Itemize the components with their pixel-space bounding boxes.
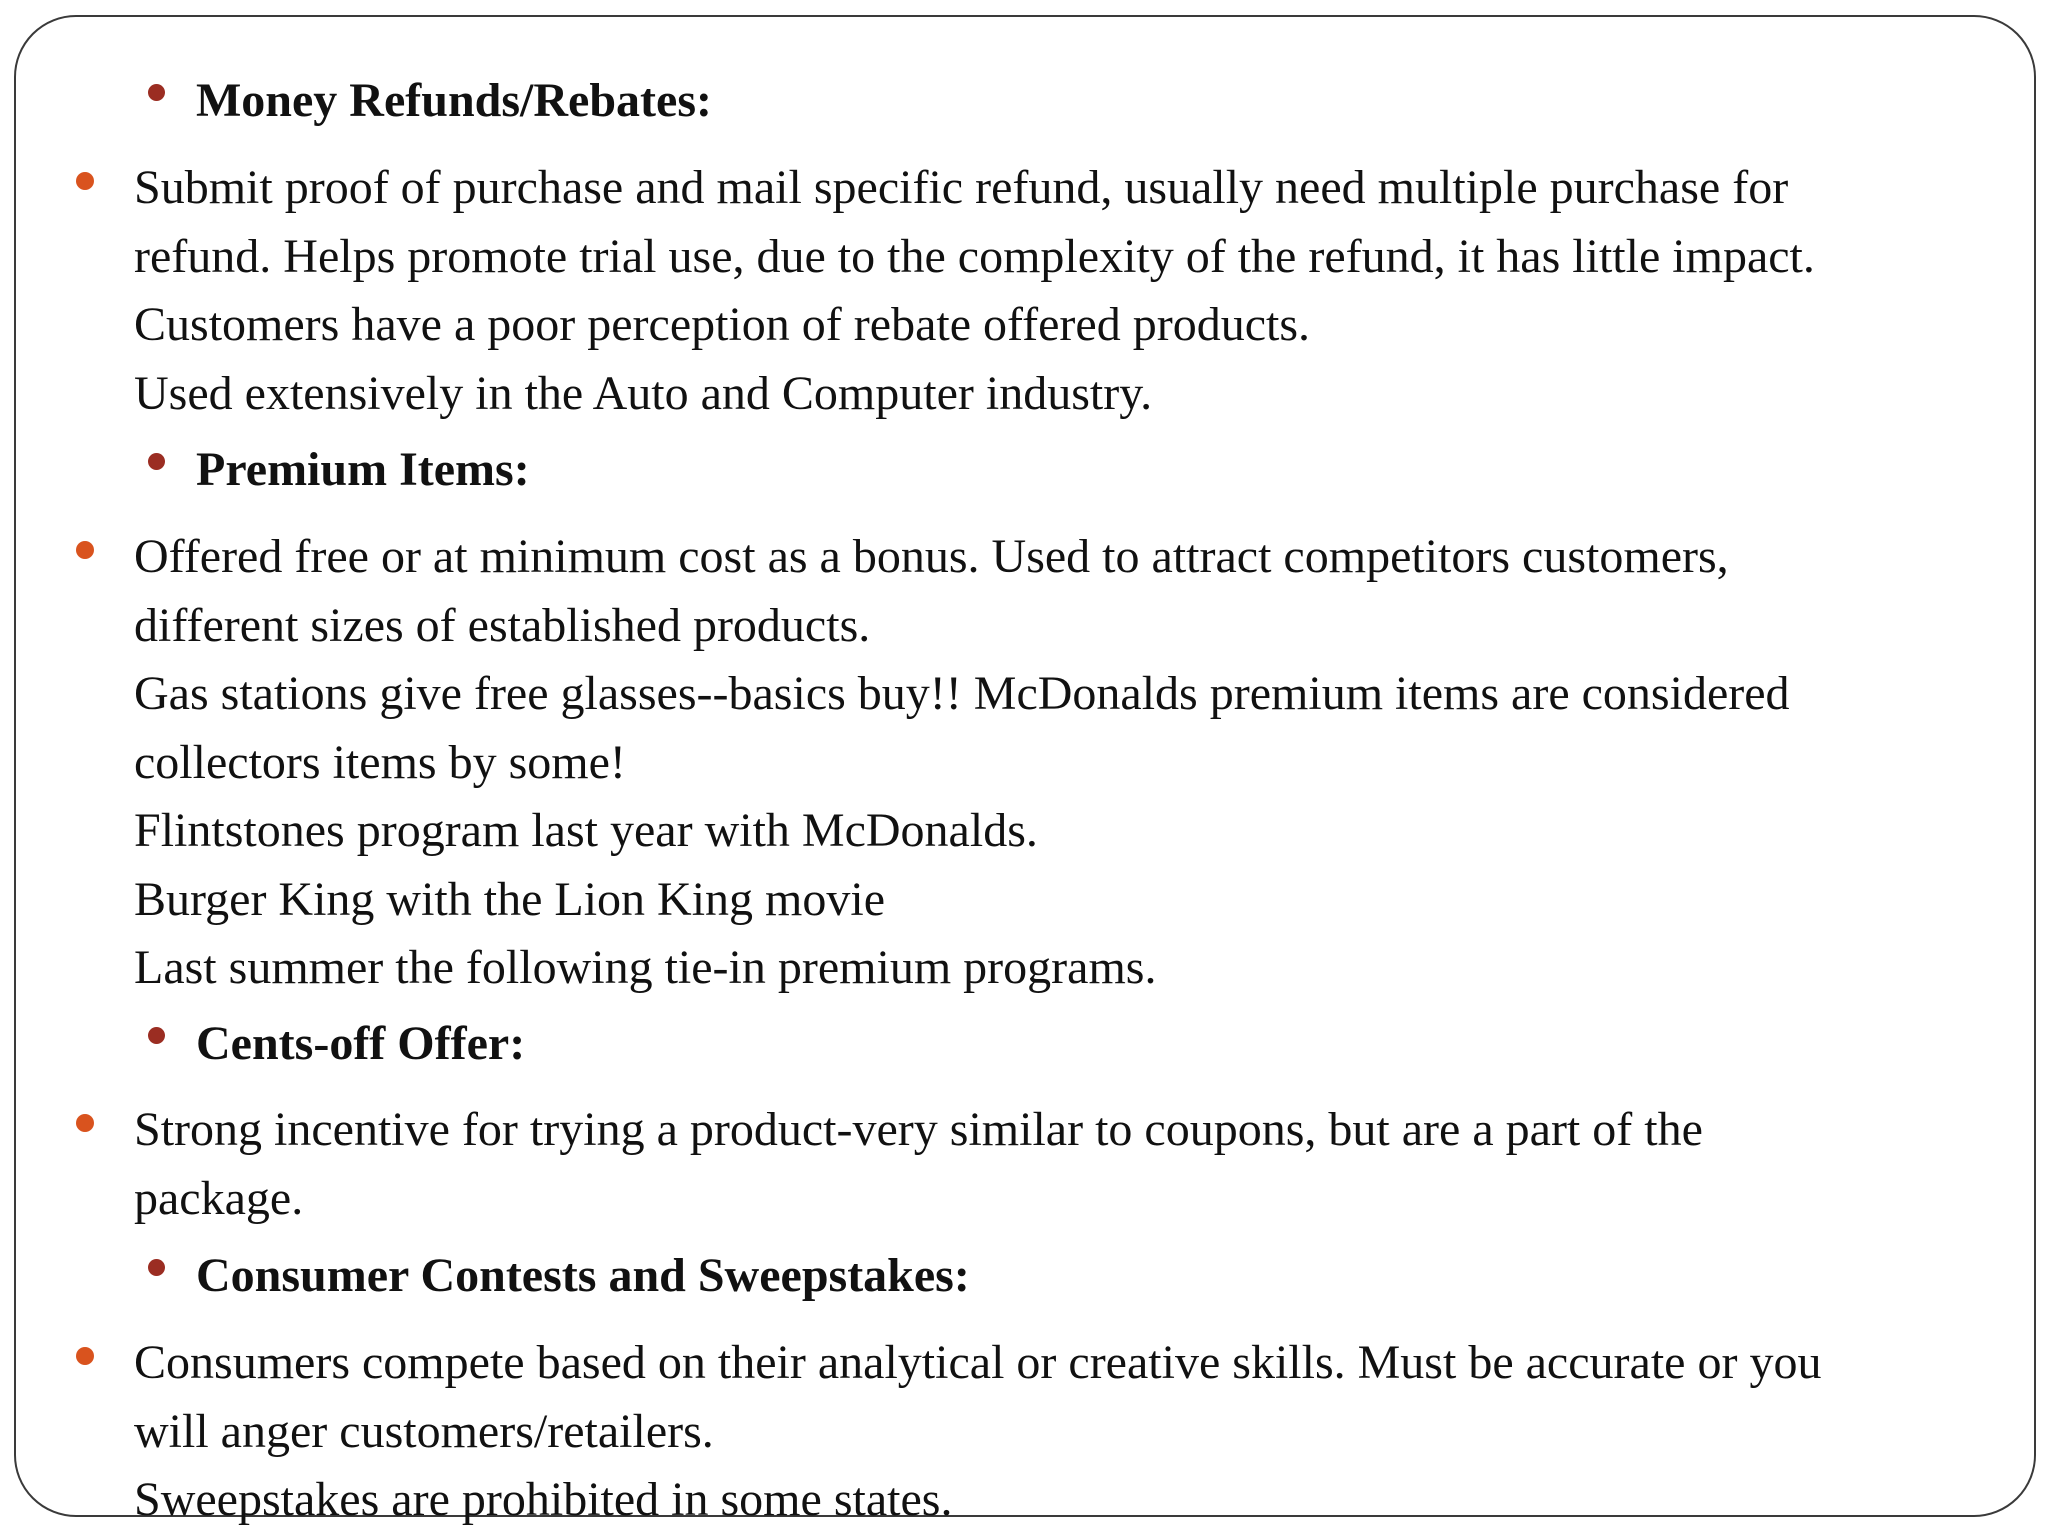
heading-bullet-icon [148, 1259, 165, 1276]
body-bullet-icon [76, 1347, 94, 1365]
paragraph-consumer-contests [134, 1329, 1821, 1535]
text-line: Consumers compete based on their analytical or creative skills. Must be accurate or you [134, 1336, 1822, 1389]
body-bullet-icon [76, 541, 94, 559]
heading-bullet-icon [148, 453, 165, 470]
text-line: Gas stations give free glasses--basics buy!! McDonalds premium items are considered [134, 667, 1790, 720]
paragraph-cents-off-offer [134, 1096, 1703, 1233]
paragraph-premium-items [134, 523, 1790, 1003]
text-line: Submit proof of purchase and mail specific refund, usually need multiple purchase for [134, 161, 1789, 214]
text-line: Customers have a poor perception of rebate offered products. [134, 298, 1311, 351]
body-bullet-icon [76, 1114, 94, 1132]
paragraph-money-refunds [134, 154, 1815, 428]
heading-premium-items: Premium Items: [196, 443, 530, 496]
heading-bullet-icon [148, 84, 165, 101]
text-line: Used extensively in the Auto and Computer industry. [134, 366, 1153, 420]
heading-money-refunds: Money Refunds/Rebates: [196, 74, 712, 127]
text-line: Offered free or at minimum cost as a bonus. Used to attract competitors customers, [134, 530, 1729, 583]
heading-consumer-contests: Consumer Contests and Sweepstakes: [196, 1249, 970, 1302]
text-line: Burger King with the Lion King movie [134, 872, 886, 926]
text-line: Last summer the following tie-in premium programs. [134, 941, 1157, 994]
text-line: Flintstones program last year with McDonalds. [134, 804, 1038, 857]
text-line: Strong incentive for trying a product-very similar to coupons, but are a part of the [134, 1103, 1703, 1156]
text-line: collectors items by some! [134, 735, 626, 789]
text-line: different sizes of established products. [134, 598, 871, 652]
heading-cents-off-offer: Cents-off Offer: [196, 1017, 526, 1070]
body-bullet-icon [76, 172, 94, 190]
text-line: refund. Helps promote trial use, due to the complexity of the refund, it has little impact. [134, 229, 1815, 283]
text-line: will anger customers/retailers. [134, 1404, 714, 1458]
text-line: package. [134, 1171, 304, 1225]
heading-bullet-icon [148, 1027, 165, 1044]
text-line: Sweepstakes are prohibited in some states. [134, 1473, 953, 1526]
